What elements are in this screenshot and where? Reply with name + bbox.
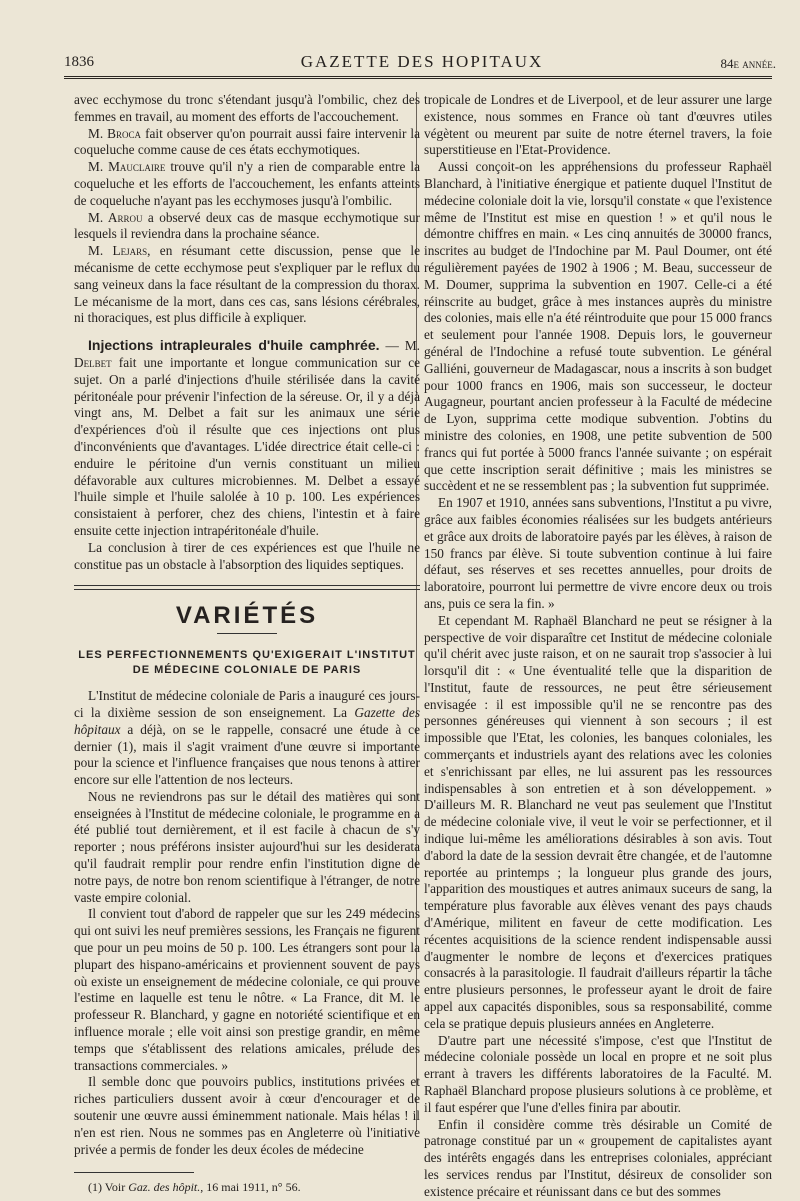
- footnote-text: (1) Voir: [88, 1180, 129, 1195]
- journal-title: GAZETTE DES HOPITAUX: [300, 52, 544, 71]
- speaker-name: M. Arrou: [88, 209, 143, 225]
- footnote: [74, 1179, 420, 1196]
- left-column: [74, 92, 420, 1196]
- paragraph: Il semble donc que pouvoirs publics, institutions privées et riches particuliers dussent avoir à cœur d'encourager et de soutenir une œuvre aussi éminemment nationale. Mais hélas ! il n'en est rien. Nous ne sommes pas en Angleterre où l'initiative privée a permis de fonder les deux écoles de médecine: [74, 1074, 420, 1157]
- speaker-name: M. Broca: [88, 125, 142, 141]
- footnote-rule: [74, 1172, 194, 1173]
- page-number: 1836: [64, 54, 94, 70]
- page-header: [64, 50, 780, 74]
- paragraph-text: fait observer qu'on pourrait aussi faire intervenir la coqueluche comme cause de ces états ecchymotiques.: [74, 125, 420, 158]
- paragraph: [74, 159, 420, 209]
- speaker-name: M. Mauclaire: [88, 159, 166, 175]
- subheading: Injections intrapleurales d'huile camphrée.: [88, 337, 380, 354]
- paragraph: [74, 126, 420, 160]
- paragraph-text: L'Institut de médecine coloniale de Paris a inauguré ces jours-ci la dixième session de son enseignement. La: [74, 688, 420, 720]
- speaker-name: Delbet: [74, 354, 112, 370]
- section-rule: [74, 585, 420, 590]
- paragraph: En 1907 et 1910, années sans subventions, l'Institut a pu vivre, grâce aux faibles économies réalisées sur les budgets antérieurs et grâce aux droits de laboratoire payés par les élèves, à raison de 150 francs par élève. Si toute subvention continue à lui faire défaut, ses réserves et ses recettes annuelles, pour droits de laboratoire, pourront lui permettre de vivre encore deux ou trois ans, puis ce sera la fin. »: [424, 495, 772, 611]
- paragraph-text: trouve qu'il n'y a rien de comparable entre la coqueluche et les efforts de l'accouchement, les enfants atteints de coqueluche n'ayant pas les ecchymoses jusqu'à l'ombilic.: [74, 159, 420, 208]
- paragraph: avec ecchymose du tronc s'étendant jusqu'à l'ombilic, chez des femmes en travail, au moment des efforts de l'accouchement.: [74, 92, 420, 124]
- title-rule: [217, 633, 277, 634]
- paragraph: Enfin il considère comme très désirable un Comité de patronage constitué par un « groupement de capitalistes ayant des intérêts engagés dans les entreprises coloniales, appréciant les services rendus par l'Institut, désireux de consolider son existence précaire et réunissant dans ce but des sommes: [424, 1116, 772, 1199]
- paragraph-text: a déjà, on se le rappelle, consacré une étude à ce dernier (1), mais il s'agit vraiment d'une œuvre si importante pour la science et l'influence françaises que nous tenons à attirer encore sur elle l'attention de nos lecteurs.: [74, 721, 420, 788]
- header-rule: [64, 76, 772, 79]
- dash: — M.: [379, 338, 421, 354]
- paragraph: [74, 688, 420, 789]
- footnote-ref: Gaz. des hôpit.: [128, 1180, 201, 1195]
- paragraph: Nous ne reviendrons pas sur le détail des matières qui sont enseignées à l'Institut de médecine coloniale, le programme en a été publié tout dernièrement, et il est facile à chacun de s'y reporter ; nous préférons insister aujourd'hui sur les desiderata qu'il faudrait remplir pour rendre enfin l'institution digne de notre pays, de notre bon renom scientifique à l'étranger, de notre vaste empire colonial.: [74, 788, 420, 905]
- paragraph: Aussi conçoit-on les appréhensions du professeur Raphaël Blanchard, à l'initiative énergique et patiente duquel l'Institut de médecine coloniale doit la vie, lorsqu'il constate « que l'existence même de l'Institut est mise en question ! » et qu'il nous le démontre chiffres en main. « Les cinq annuités de 30000 francs, inscrites au budget de l'Indochine par M. Paul Doumer, ont été régulièrement payées de 1902 à 1906 ; M. Beau, successeur de M. Doumer, supprima la subvention en 1907. Celle-ci a été réinscrite au budget, grâce à mes instances auprès du ministre des colonies, mais elle n'a été réintroduite que pour 15 000 francs et seulement pour l'année 1908. Depuis lors, le gouverneur général de l'Indochine a refusé toute subvention. Le général Galliéni, gouverneur de Madagascar, nous a inscrits à son budget pour 1000 francs en 1906, mais son successeur, le docteur Augagneur, pourtant ancien professeur à la Faculté de médecine de Lyon, supprima cette modique subvention. J'obtins du ministre des colonies, en 1908, une petite subvention de 500 francs qui fut portée à 5000 francs l'année suivante ; on espérait que cette inscription serait définitive ; mais les ministres se succèdent et ne se ressemblent pas ; la subvention fut supprimée.: [424, 159, 773, 494]
- paragraph-text: a observé deux cas de masque ecchymotique sur lesquels il reviendra dans la prochaine séance.: [74, 209, 420, 242]
- paragraph-text: fait une importante et longue communication sur ce sujet. On a parlé d'injections d'huile stérilisée dans la cavité péritonéale pour prévenir l'infection de la séreuse. Or, il y a déjà vingt ans, M. Delbet a fait sur les animaux une série d'expériences d'où il résulte que ces injections ont plus d'inconvénients que d'avantages. L'idée directrice était celle-ci : enduire le péritoine d'un vernis constituant un milieu défavorable aux cultures microbiennes. M. Delbet a essayé l'huile simple et l'huile salolée à 10 p. 100. Les expériences consistaient à perforer, chez des chiens, l'intestin et à faire ensuite cette injection intrapéritonéale d'huile.: [74, 354, 420, 538]
- paragraph: Et cependant M. Raphaël Blanchard ne peut se résigner à la perspective de voir disparaître cet Institut de médecine coloniale qu'il chérit avec juste raison, et on ne saurait trop s'associer à lui lorsqu'il dit : « Une éventualité telle que la disparition de l'Institut, faute de ressources, ne peut être sérieusement envisagée : il est impossible qu'il ne se rencontre pas des personnes généreuses qui viennent à son secours ; il est impossible que l'Etat, les colonies, les banques coloniales, les commerçants et industriels ayant des relations avec les colonies et s'enrichissant par elles, ne lui assurent pas les ressources indispensables à son entretien et à son développement. » D'ailleurs M. R. Blanchard ne veut pas seulement que l'Institut de médecine coloniale vive, il veut le voir se perfectionner, et il indique lui-même les améliorations désirables à son avis. Tout d'abord la date de la session devrait être changée, et de l'automne reportée au printemps ; la longueur plus grande des jours, l'apparition des moustiques et autres animaux suceurs de sang, la température plus favorable aux élèves venant des pays chauds d'Amérique, militent en faveur de cette modification. Les récentes acquisitions de la science rendent indispensable aussi d'augmenter le nombre de leçons et d'exercices pratiques consacrés à la parasitologie. Il faudrait d'ailleurs répartir la tâche entre plusieurs personnes, le professeur ayant le droit de faire appel aux capacités disponibles, sous sa responsabilité, comme cela se pratique depuis plusieurs années en Angleterre.: [424, 612, 772, 1031]
- paragraph-text: , en résumant cette discussion, pense que le mécanisme de cette ecchymose peut s'expliquer par le reflux du sang veineux dans la face résultant de la compression du thorax. Le mécanisme de la mort, dans ces cas, sans lésions cérébrales, ni thoraciques, est plus difficile à expliquer.: [74, 243, 421, 326]
- paragraph: La conclusion à tirer de ces expériences est que l'huile ne constitue pas un obstacle à l'absorption des liquides septiques.: [74, 539, 420, 572]
- paragraph: [74, 210, 420, 244]
- paragraph: [74, 337, 420, 540]
- paragraph: Il convient tout d'abord de rappeler que sur les 249 médecins qui ont suivi les neuf premières sessions, les Français ne figurent que pour un peu moins de 50 p. 100. Les étrangers sont pour la plupart des hispano-américains et proviennent souvent de pays où existe un enseignement de médecine coloniale, ce qui prouve l'estime en laquelle est tenu le nôtre. « La France, dit M. le professeur R. Blanchard, y gagne en notoriété scientifique et en influence morale ; elle voit ainsi son prestige grandir, en même temps que s'établissent des relations amicales, prélude des transactions commerciales. »: [74, 906, 420, 1073]
- article-title: LES PERFECTIONNEMENTS QU'EXIGERAIT L'INSTITUT DE MÉDECINE COLONIALE DE PARIS: [78, 649, 416, 677]
- section-title: VARIÉTÉS: [175, 602, 319, 630]
- footnote-text: , 16 mai 1911, n° 56.: [200, 1180, 301, 1195]
- right-column: [424, 92, 772, 1201]
- journal-ref: Gazette des hôpitaux: [74, 704, 421, 737]
- paragraph: [74, 243, 420, 327]
- year-label: 84e année.: [720, 56, 776, 71]
- paragraph: D'autre part une nécessité s'impose, c'est que l'Institut de médecine coloniale possède un local en propre et ne soit plus errant à travers les différents laboratoires de la Faculté. M. Raphaël Blanchard propose plusieurs solutions à ce problème, et il faut espérer que l'une d'elles finira par aboutir.: [424, 1032, 772, 1115]
- speaker-name: M. Lejars: [88, 243, 148, 259]
- paragraph: tropicale de Londres et de Liverpool, et de leur assurer une large existence, nous sommes en France où tant d'œuvres utiles végètent ou meurent par suite de notre éternel travers, la foie superstitieuse en l'Etat-Providence.: [424, 92, 772, 158]
